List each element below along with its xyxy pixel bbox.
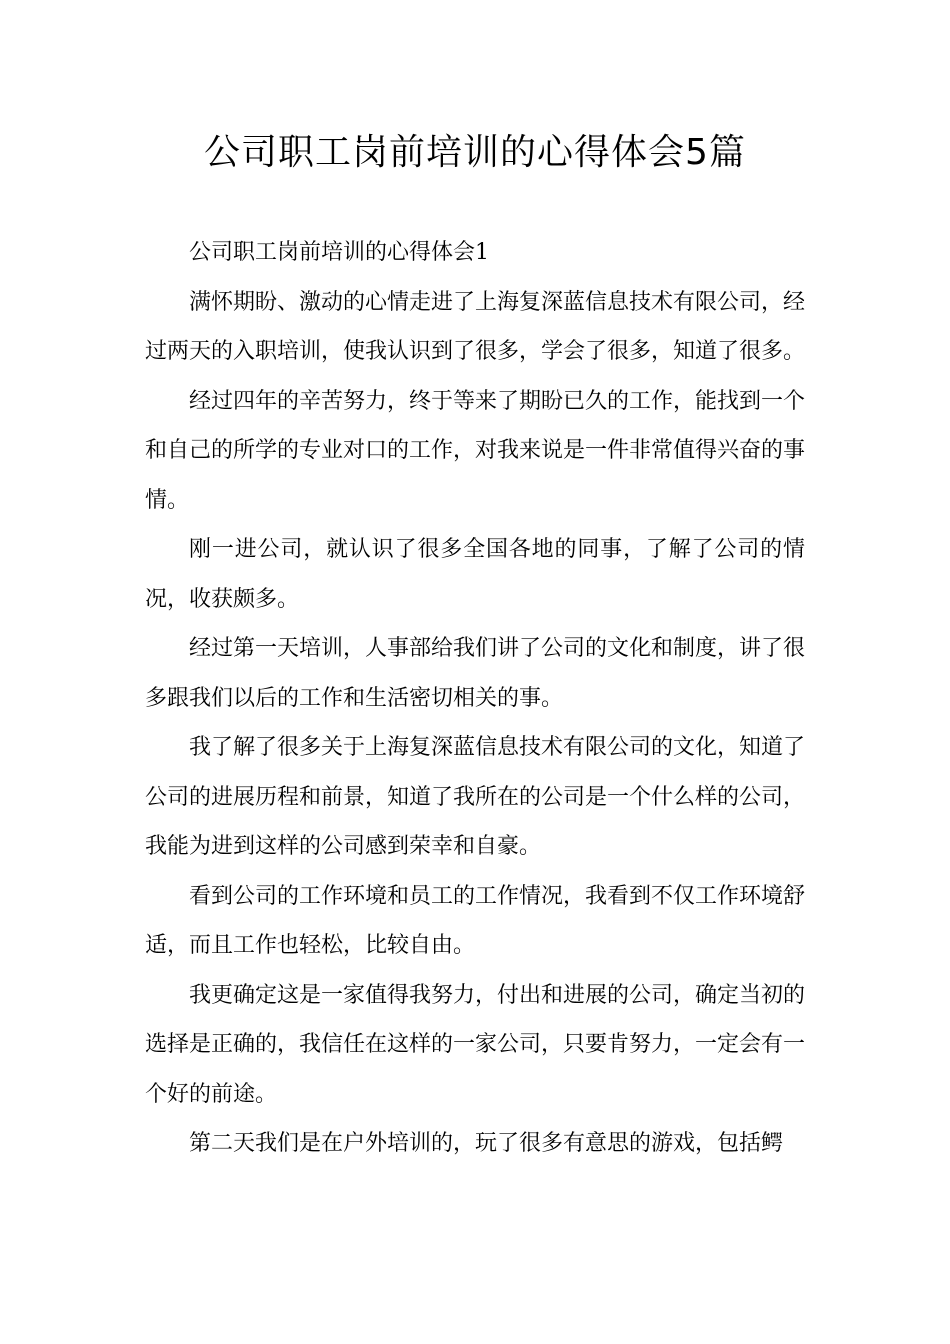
paragraph: 看到公司的工作环境和员工的工作情况，我看到不仅工作环境舒适，而且工作也轻松，比较自由。 <box>145 883 806 958</box>
paragraph: 满怀期盼、激动的心情走进了上海复深蓝信息技术有限公司，经过两天的入职培训，使我认识到了很多，学会了很多，知道了很多。 <box>145 289 806 364</box>
section-heading: 公司职工岗前培训的心得体会1 <box>189 240 489 265</box>
document-title: 公司职工岗前培训的心得体会5篇 <box>204 132 746 173</box>
paragraph: 经过第一天培训，人事部给我们讲了公司的文化和制度，讲了很多跟我们以后的工作和生活密切相关的事。 <box>145 636 806 711</box>
paragraph: 我更确定这是一家值得我努力，付出和进展的公司，确定当初的选择是正确的，我信任在这样的一家公司，只要肯努力，一定会有一个好的前途。 <box>145 982 806 1107</box>
paragraph: 经过四年的辛苦努力，终于等来了期盼已久的工作，能找到一个和自己的所学的专业对口的工作，对我来说是一件非常值得兴奋的事情。 <box>145 388 806 513</box>
document-body <box>145 228 805 1169</box>
paragraph: 第二天我们是在户外培训的，玩了很多有意思的游戏，包括鳄 <box>189 1131 784 1156</box>
paragraph: 我了解了很多关于上海复深蓝信息技术有限公司的文化，知道了公司的进展历程和前景，知道了我所在的公司是一个什么样的公司，我能为进到这样的公司感到荣幸和自豪。 <box>145 735 806 859</box>
paragraph: 刚一进公司，就认识了很多全国各地的同事，了解了公司的情况，收获颇多。 <box>145 537 805 612</box>
